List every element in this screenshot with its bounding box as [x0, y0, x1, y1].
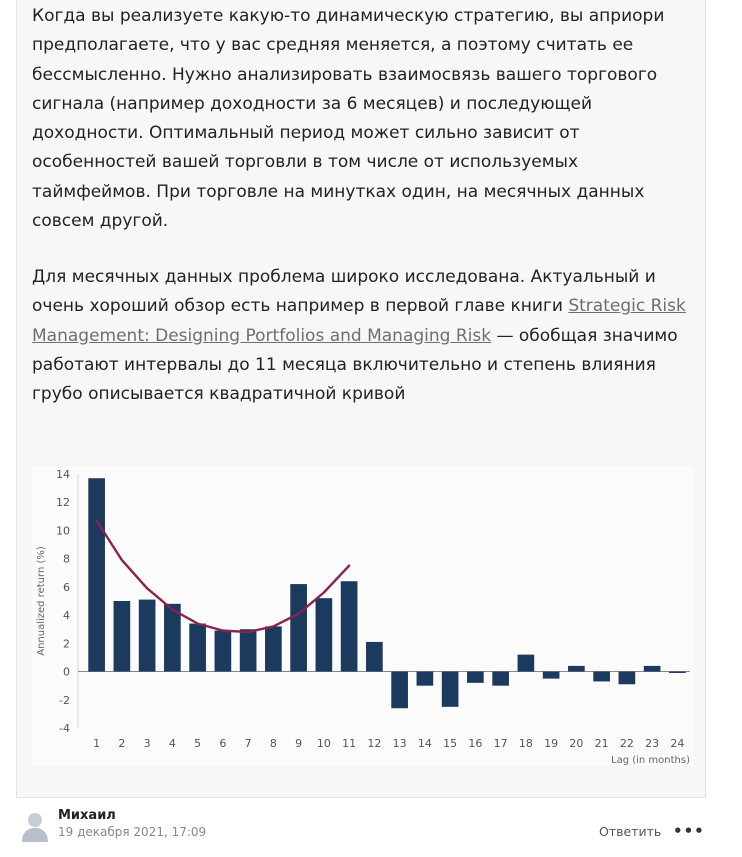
chart-svg — [32, 466, 693, 766]
x-tick-label: 15 — [443, 737, 458, 750]
x-tick-label: 20 — [569, 737, 584, 750]
x-tick-label: 11 — [342, 737, 357, 750]
x-tick-label: 17 — [493, 737, 508, 750]
x-tick-label: 13 — [392, 737, 407, 750]
y-tick-label: 4 — [63, 609, 70, 623]
bar — [492, 672, 509, 686]
bar — [189, 624, 206, 672]
x-tick-label: 19 — [544, 737, 559, 750]
bar — [619, 672, 636, 685]
bar — [88, 478, 105, 671]
x-tick-label: 8 — [269, 737, 277, 750]
x-tick-label: 4 — [168, 737, 176, 750]
x-tick-label: 16 — [468, 737, 483, 750]
x-tick-label: 3 — [143, 737, 151, 750]
bar — [467, 672, 484, 683]
y-tick-label: 14 — [56, 468, 70, 481]
bar — [593, 672, 610, 682]
comment-header — [0, 800, 742, 857]
x-tick-label: 7 — [244, 737, 252, 750]
y-tick-label: -2 — [59, 693, 70, 707]
bar — [290, 584, 307, 671]
bar — [316, 598, 333, 671]
bar — [568, 666, 585, 672]
bar — [543, 672, 560, 679]
comment-author[interactable]: Михаил — [58, 808, 116, 823]
paragraph-2-text-before: Для месячных данных проблема широко исследована. Актуальный и очень хороший обзор есть например в первой главе книги — [32, 267, 656, 317]
y-axis-label: Annualized return (%) — [36, 546, 47, 656]
post-paragraph-2 — [32, 263, 692, 409]
x-tick-label: 21 — [594, 737, 609, 750]
y-tick-label: 10 — [56, 524, 70, 538]
bar — [139, 600, 156, 672]
trend-curve — [97, 521, 350, 632]
x-tick-label: 24 — [670, 737, 685, 750]
y-tick-label: -4 — [59, 722, 70, 735]
bar — [669, 672, 686, 673]
x-axis-label: Lag (in months) — [611, 755, 690, 766]
bar — [391, 672, 408, 709]
post-body — [16, 0, 706, 798]
more-options-icon[interactable]: ••• — [673, 822, 705, 840]
y-tick-label: 12 — [56, 496, 70, 510]
x-tick-label: 2 — [118, 737, 126, 750]
paragraph-2-text-after: — обобщая значимо работают интервалы до 11 месяца включительно и степень влияния грубо описывается квадратичной кривой — [32, 325, 678, 405]
x-tick-label: 18 — [518, 737, 533, 750]
bar — [215, 631, 232, 672]
user-avatar-icon[interactable] — [20, 810, 50, 842]
bar — [265, 626, 282, 671]
x-tick-label: 22 — [619, 737, 634, 750]
bar — [442, 672, 459, 707]
y-tick-label: 8 — [63, 552, 70, 566]
bar — [341, 581, 358, 671]
x-tick-label: 10 — [316, 737, 331, 750]
comment-date: 19 декабря 2021, 17:09 — [58, 825, 207, 839]
bar — [240, 629, 257, 671]
bar — [366, 642, 383, 672]
bar — [417, 672, 434, 686]
bar — [644, 666, 661, 672]
x-tick-label: 1 — [93, 737, 101, 750]
x-tick-label: 6 — [219, 737, 227, 750]
x-tick-label: 23 — [645, 737, 660, 750]
book-link[interactable]: Strategic Risk Management: Designing Portfolios and Managing Risk — [32, 296, 686, 346]
post-paragraph-1: Когда вы реализуете какую-то динамическую стратегию, вы априори предполагаете, что у вас средняя меняется, а поэтому считать ее бессмысленно. Нужно анализировать взаимосвязь вашего торгового сигнала (например доходности за 6 месяцев) и последующей доходности. Оптимальный период может сильно зависит от особенностей вашей торговли в том числе от используемых таймфеймов. При торговле на минутках один, на месячных данных совсем другой. — [32, 6, 665, 232]
y-tick-label: 2 — [63, 637, 70, 651]
reply-button[interactable]: Ответить — [599, 824, 662, 839]
x-tick-label: 5 — [194, 737, 202, 750]
y-tick-label: 6 — [63, 580, 70, 594]
bar — [518, 655, 535, 672]
x-tick-label: 14 — [417, 737, 432, 750]
bar — [114, 601, 131, 672]
y-tick-label: 0 — [63, 665, 70, 679]
x-tick-label: 9 — [295, 737, 303, 750]
x-tick-label: 12 — [367, 737, 382, 750]
lag-return-chart — [32, 466, 693, 766]
